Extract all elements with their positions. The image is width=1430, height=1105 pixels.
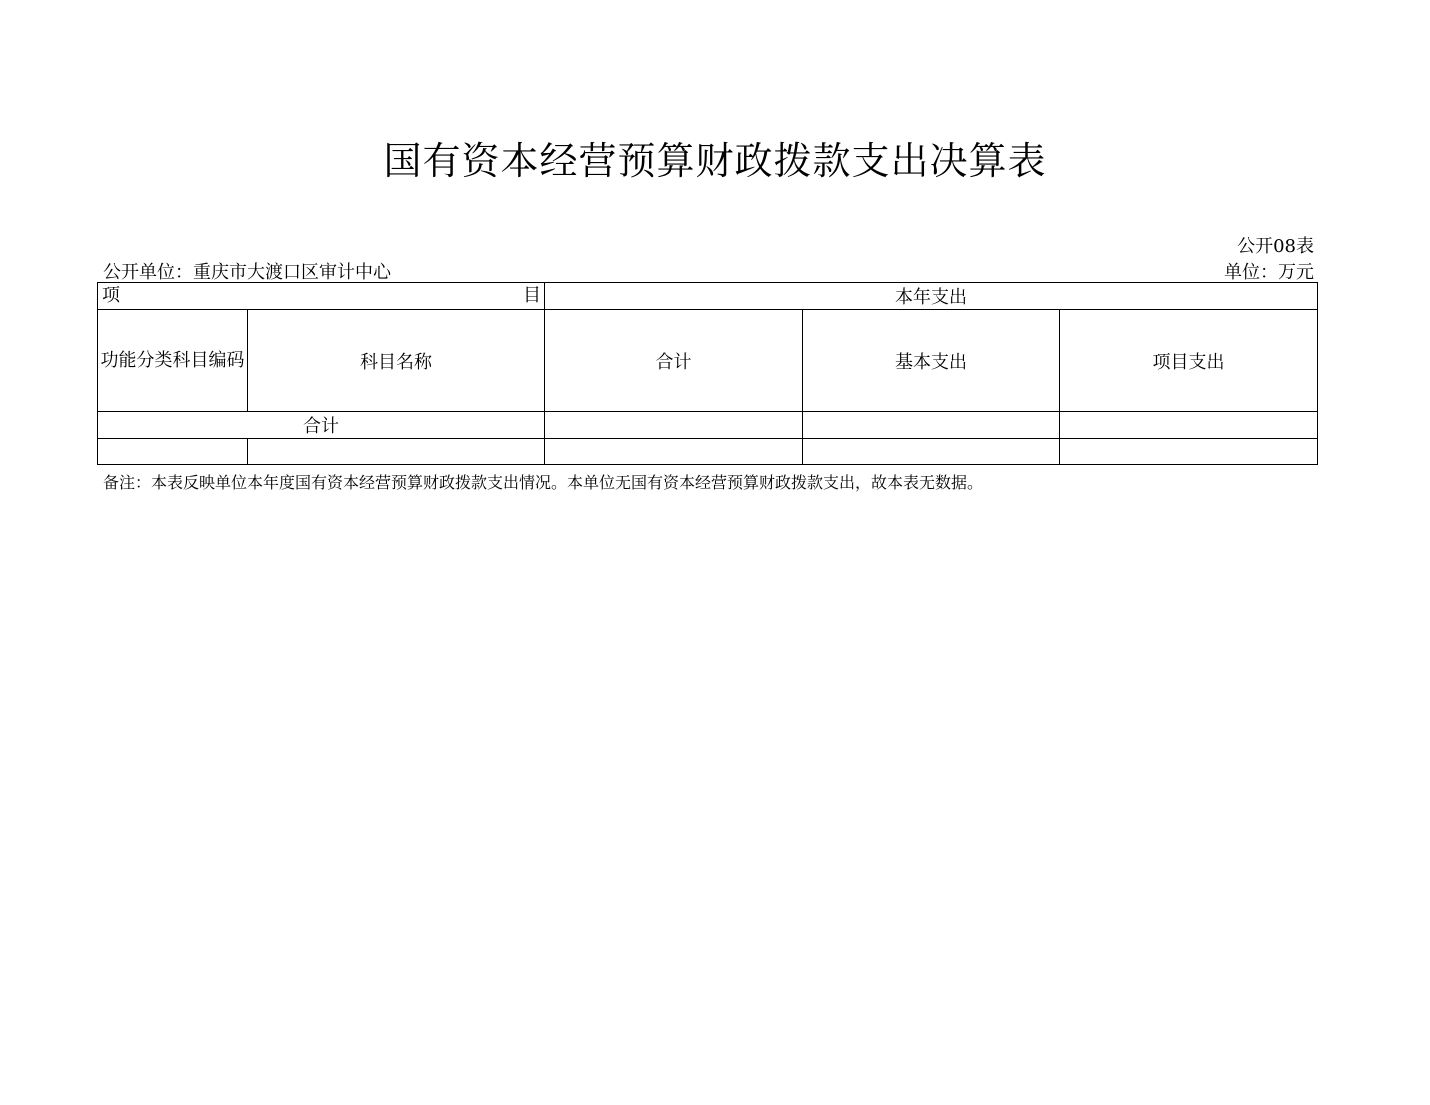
table-note: 备注：本表反映单位本年度国有资本经营预算财政拨款支出情况。本单位无国有资本经营预算财政拨款支出，故本表无数据。: [103, 473, 984, 492]
currency-unit: 单位：万元: [1224, 262, 1314, 283]
function-code-cell: [98, 439, 248, 465]
total-cell: [545, 439, 803, 465]
header-row-2: [98, 310, 1318, 412]
item-header-cell: [98, 283, 545, 310]
total-row: [98, 412, 1318, 439]
page-title: 国有资本经营预算财政拨款支出决算表: [383, 139, 1047, 183]
item-header-right: 目: [523, 285, 541, 306]
current-year-expenditure-header: 本年支出: [545, 283, 1318, 310]
table-row: [98, 439, 1318, 465]
form-number: 公开08表: [1237, 236, 1314, 257]
function-code-header: 功能分类科目编码: [98, 310, 248, 412]
reporting-unit: 公开单位：重庆市大渡口区审计中心: [103, 262, 391, 283]
total-row-project-cell: [1060, 412, 1318, 439]
header-row-1: [98, 283, 1318, 310]
basic-expenditure-cell: [803, 439, 1060, 465]
expenditure-table: [97, 282, 1318, 465]
subject-name-cell: [248, 439, 545, 465]
project-expenditure-header: 项目支出: [1060, 310, 1318, 412]
project-expenditure-cell: [1060, 439, 1318, 465]
total-header: 合计: [545, 310, 803, 412]
basic-expenditure-header: 基本支出: [803, 310, 1060, 412]
subject-name-header: 科目名称: [248, 310, 545, 412]
total-row-label: 合计: [98, 412, 545, 439]
item-header-left: 项: [102, 285, 120, 306]
total-row-basic-cell: [803, 412, 1060, 439]
total-row-total-cell: [545, 412, 803, 439]
